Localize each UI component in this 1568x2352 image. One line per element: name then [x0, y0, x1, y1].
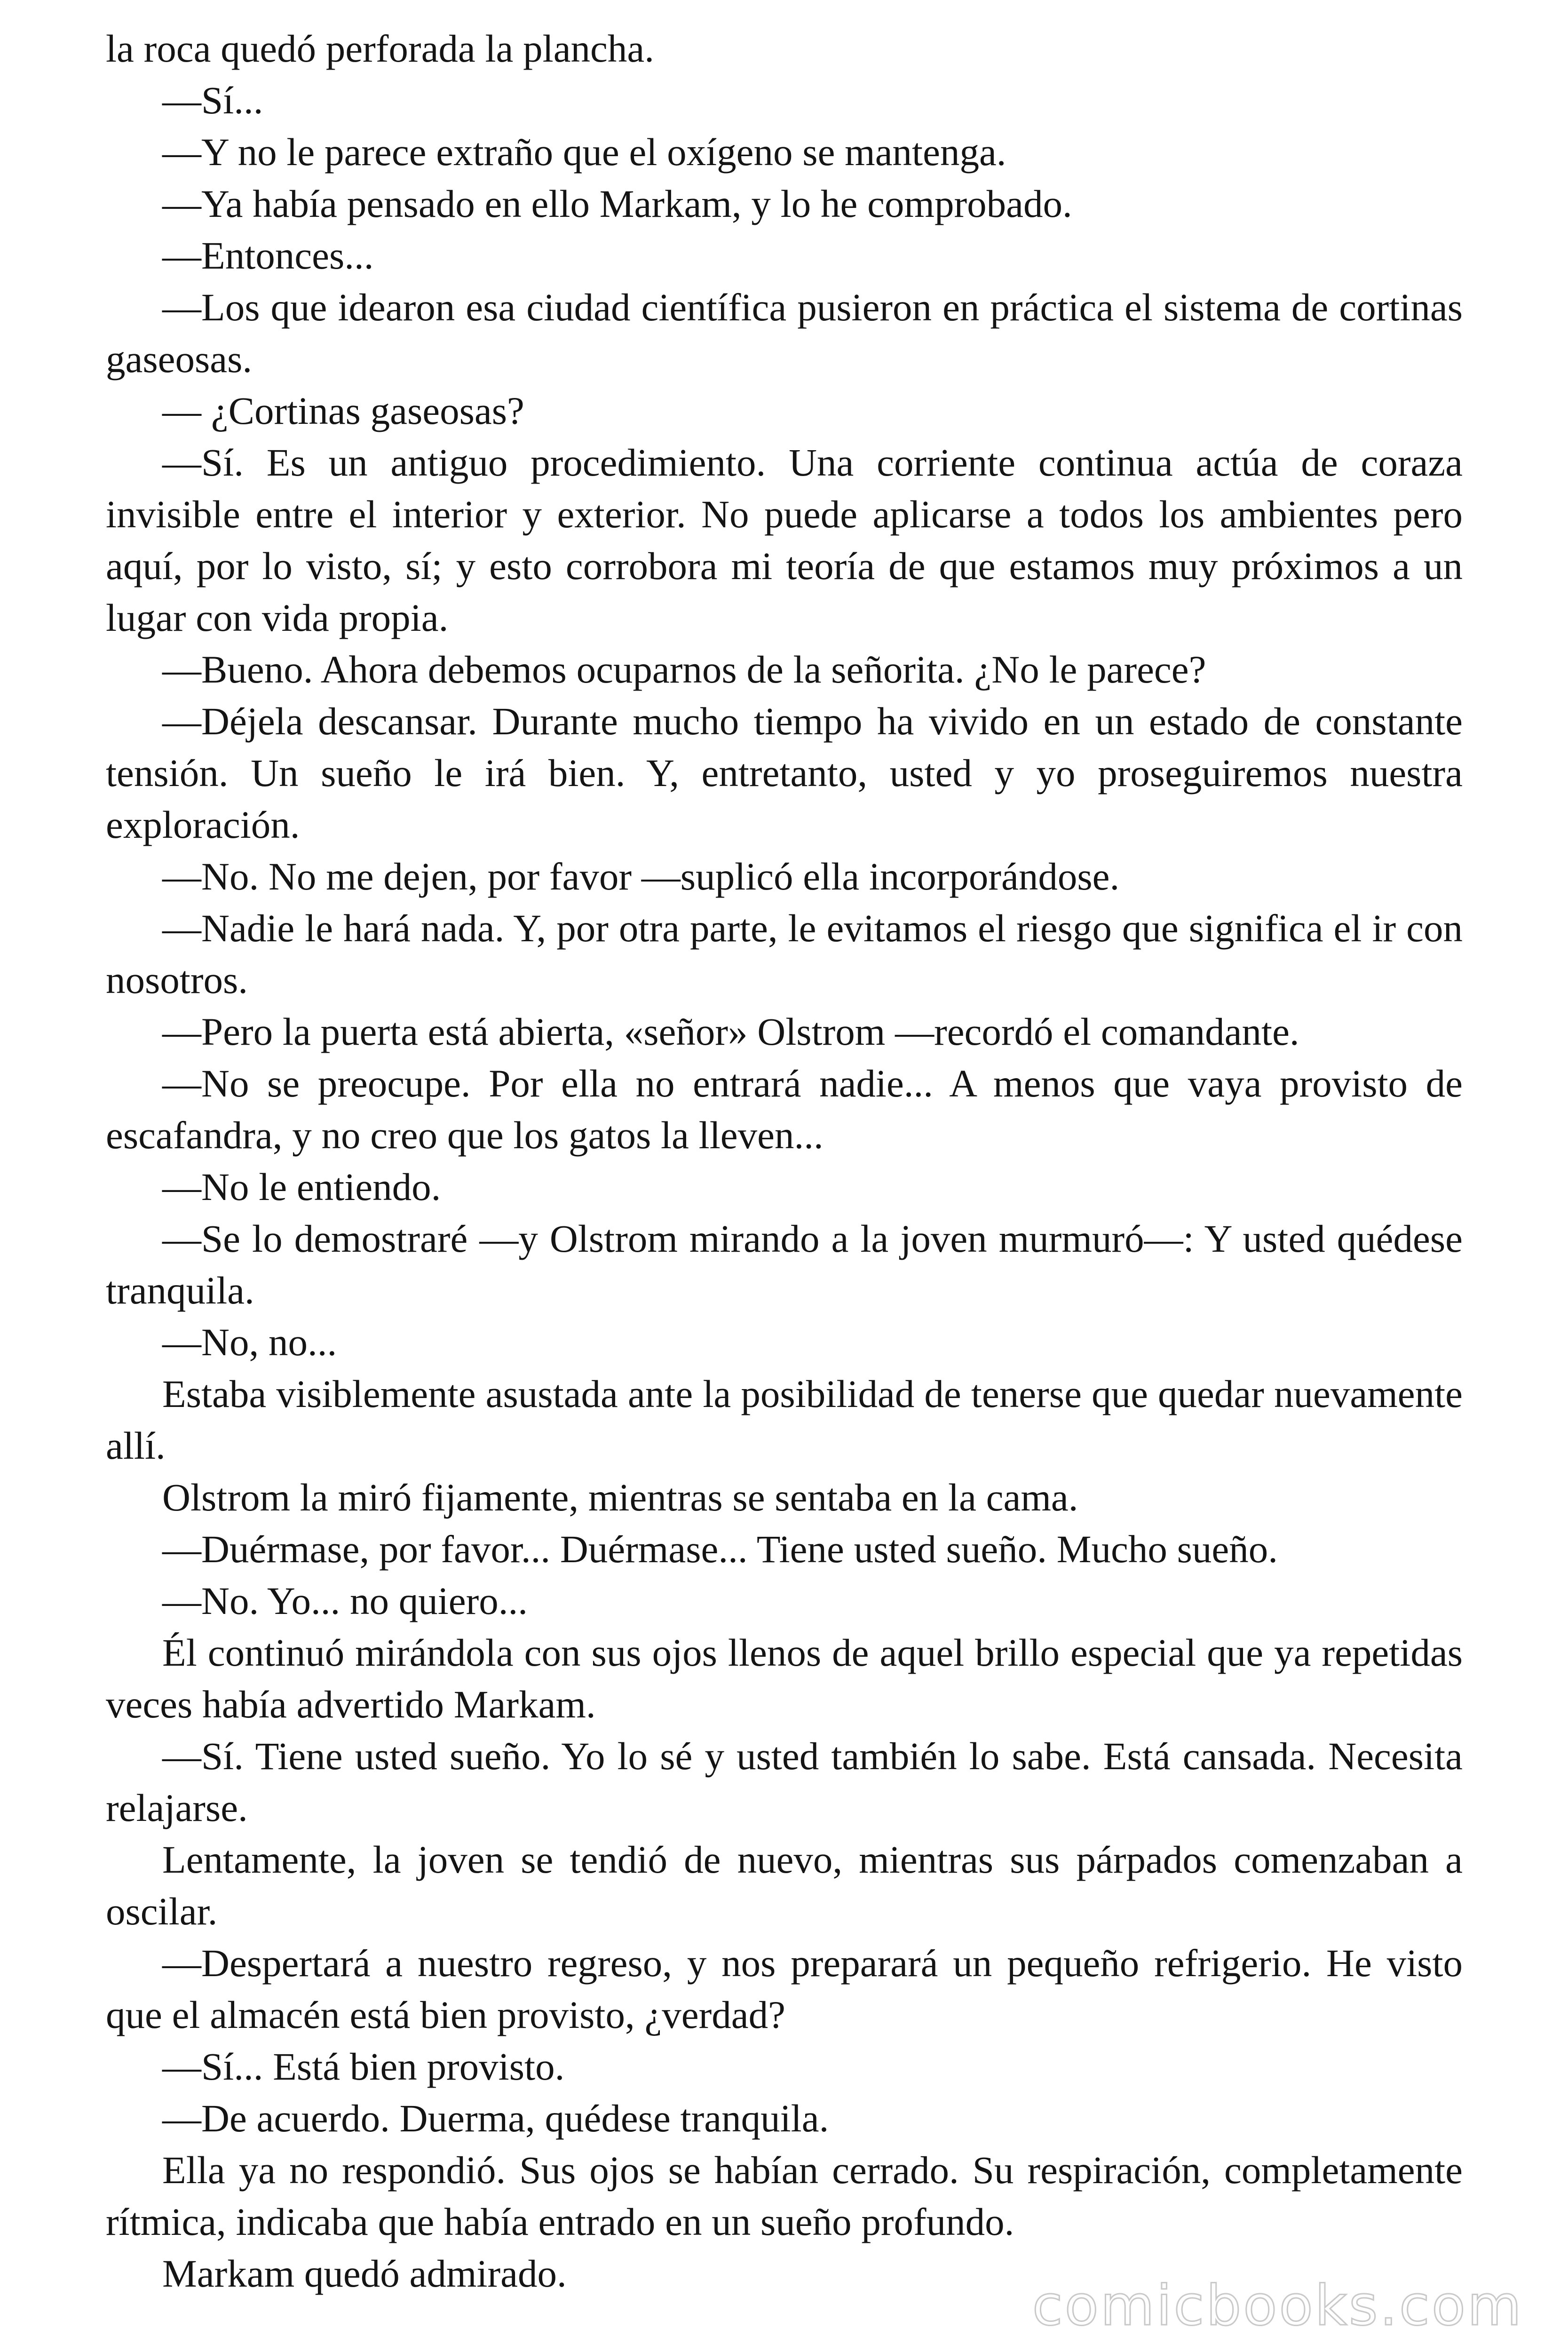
narration-paragraph: Estaba visiblemente asustada ante la posibilidad de tenerse que quedar nuevamente allí. [106, 1372, 1463, 1467]
dialogue-line: — ¿Cortinas gaseosas? [162, 389, 524, 432]
dialogue-line: —Sí... Está bien provisto. [162, 2045, 565, 2088]
dialogue-line: —No. Yo... no quiero... [162, 1579, 528, 1622]
dialogue-line: —No, no... [162, 1320, 337, 1364]
dialogue-line: —Y no le parece extraño que el oxígeno se mantenga. [162, 130, 1006, 174]
dialogue-line: —De acuerdo. Duerma, quédese tranquila. [162, 2097, 829, 2140]
dialogue-line: —Sí. Es un antiguo procedimiento. Una corriente continua actúa de coraza invisible entre el interior y exterior. No puede aplicarse a todos los ambientes pero aquí, por lo visto, sí; y esto corrobora mi teoría de que estamos muy próximos a un lugar con vida propia. [106, 441, 1463, 639]
dialogue-line: —Despertará a nuestro regreso, y nos preparará un pequeño refrigerio. He visto que el almacén está bien provisto, ¿verdad? [106, 1941, 1463, 2036]
watermark: comicbooks.com [1032, 2273, 1523, 2338]
dialogue-line: —Nadie le hará nada. Y, por otra parte, le evitamos el riesgo que significa el ir con nosotros. [106, 906, 1463, 1001]
dialogue-line: —Pero la puerta está abierta, «señor» Olstrom —recordó el comandante. [162, 1010, 1299, 1053]
dialogue-line: —Los que idearon esa ciudad científica pusieron en práctica el sistema de cortinas gaseosas. [106, 286, 1463, 381]
narration-paragraph: Markam quedó admirado. [162, 2252, 567, 2295]
dialogue-line: —No se preocupe. Por ella no entrará nadie... A menos que vaya provisto de escafandra, y no creo que los gatos la lleven... [106, 1062, 1463, 1157]
dialogue-line: —Sí... [162, 79, 263, 122]
narration-paragraph: Lentamente, la joven se tendió de nuevo, mientras sus párpados comenzaban a oscilar. [106, 1838, 1463, 1933]
dialogue-line: —No le entiendo. [162, 1165, 441, 1208]
dialogue-line: —No. No me dejen, por favor —suplicó ella incorporándose. [162, 855, 1120, 898]
paragraph-continuation: la roca quedó perforada la plancha. [106, 27, 654, 70]
narration-paragraph: Olstrom la miró fijamente, mientras se sentaba en la cama. [162, 1476, 1078, 1519]
narration-paragraph: Ella ya no respondió. Sus ojos se habían cerrado. Su respiración, completamente rítmica, indicaba que había entrado en un sueño profundo. [106, 2148, 1463, 2243]
dialogue-line: —Se lo demostraré —y Olstrom mirando a la joven murmuró—: Y usted quédese tranquila. [106, 1217, 1463, 1312]
dialogue-line: —Duérmase, por favor... Duérmase... Tiene usted sueño. Mucho sueño. [162, 1527, 1278, 1571]
dialogue-line: —Entonces... [162, 234, 374, 277]
dialogue-line: —Ya había pensado en ello Markam, y lo he comprobado. [162, 182, 1072, 225]
narration-paragraph: Él continuó mirándola con sus ojos llenos de aquel brillo especial que ya repetidas veces había advertido Markam. [106, 1631, 1463, 1726]
dialogue-line: —Sí. Tiene usted sueño. Yo lo sé y usted también lo sabe. Está cansada. Necesita relajarse. [106, 1734, 1463, 1829]
dialogue-line: —Bueno. Ahora debemos ocuparnos de la señorita. ¿No le parece? [162, 648, 1206, 691]
dialogue-line: —Déjela descansar. Durante mucho tiempo ha vivido en un estado de constante tensión. Un sueño le irá bien. Y, entretanto, usted y yo proseguiremos nuestra exploración. [106, 699, 1463, 846]
page-body [106, 23, 1463, 2299]
